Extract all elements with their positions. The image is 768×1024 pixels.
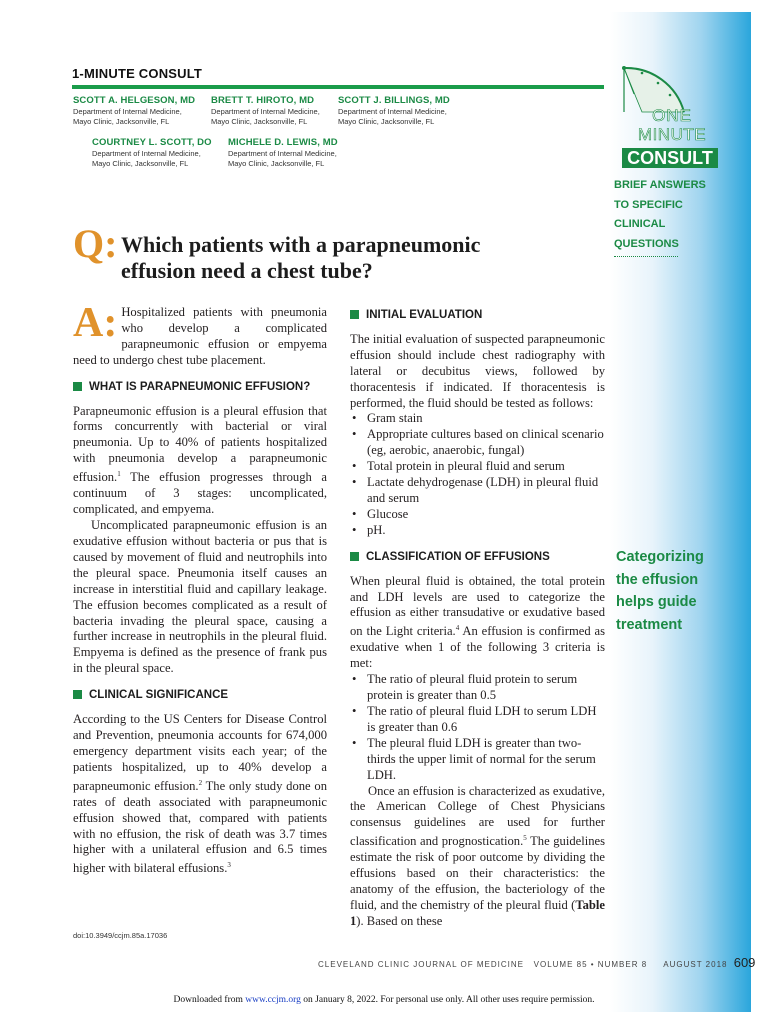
body-paragraph <box>73 404 327 519</box>
text-run: According to the US Centers for Disease Control and Prevention, pneumonia accounts for 674,000 emergency department visits each year; of the patients hospitalized, up to 40% develop a parapneumonic effusion. <box>73 712 327 793</box>
author-affiliation: Mayo Clinic, Jacksonville, FL <box>73 117 170 126</box>
list-item: • pH. <box>350 523 605 539</box>
volume-number: VOLUME 85 <box>533 960 588 969</box>
body-paragraph: The initial evaluation of suspected parapneumonic effusion should include chest radiography with lateral or decubitus views, followed by thoracentesis if indicated. If thoracentesis is performed, the fluid should be tested as follows: <box>350 331 605 410</box>
reference-superscript: 4 <box>455 624 460 633</box>
reference-superscript: 3 <box>227 861 231 870</box>
text-run: The only study done on rates of death associated with parapneumonic effusion showed that, compared with patients with no effusion, the risk of death was 3.7 times higher with a unilateral effusion and 6.5 times higher with bilateral effusions. <box>73 778 327 876</box>
reference-superscript: 2 <box>198 778 203 787</box>
text-run: An effusion is confirmed as exudative when 1 of the following 3 criteria is met: <box>350 624 606 671</box>
bullet-list <box>350 411 605 538</box>
author-affiliation: Department of Internal Medicine, <box>338 107 447 116</box>
author-affiliation: Mayo Clinic, Jacksonville, FL <box>92 159 189 168</box>
sidebar-brief-line: TO SPECIFIC <box>614 198 683 211</box>
sidebar-brief-line: QUESTIONS <box>614 237 679 250</box>
author-block <box>73 95 195 126</box>
issue-date: AUGUST 2018 <box>663 960 728 969</box>
question-title-line: effusion need a chest tube? <box>121 258 373 283</box>
list-item: • The pleural fluid LDH is greater than two-thirds the upper limit of normal for the serum LDH. <box>350 736 605 784</box>
doi-text: doi:10.3949/ccjm.85a.17036 <box>73 931 168 940</box>
page-number: 609 <box>733 955 756 970</box>
ccjm-link[interactable]: www.ccjm.org <box>245 995 301 1005</box>
section-heading <box>350 308 605 324</box>
author-block <box>338 95 450 126</box>
pull-quote-line: Categorizing <box>616 549 704 565</box>
author-block <box>211 95 320 126</box>
text-run: The guidelines estimate the risk of poor outcome by dividing the effusions based on their characteristics: the anatomy of the effusion, the bacteriology of the fluid, and the chemistry of the pleural fluid ( <box>350 834 605 913</box>
pull-quote-line: helps guide <box>616 594 697 610</box>
pull-quote-line: the effusion <box>616 571 699 588</box>
pull-quote <box>616 546 704 636</box>
author-affiliation: Department of Internal Medicine, <box>92 149 201 158</box>
page-footer: CLEVELAND CLINIC JOURNAL OF MEDICINE VOLUME 85 • NUMBER 8 AUGUST 2018 609 <box>318 955 756 970</box>
issue-number: NUMBER 8 <box>597 960 648 969</box>
list-item: • Lactate dehydrogenase (LDH) in pleural fluid and serum <box>350 475 605 507</box>
logo-word-minute: MINUTE <box>637 125 707 144</box>
section-heading <box>350 550 605 566</box>
text-run: The effusion progresses through a continuum of 3 stages: uncomplicated, complicated, and empyema. <box>73 470 327 517</box>
author-affiliation: Mayo Clinic, Jacksonville, FL <box>211 117 308 126</box>
author-affiliation: Mayo Clinic, Jacksonville, FL <box>338 117 435 126</box>
one-minute-consult-logo <box>612 64 718 168</box>
logo-word-consult: CONSULT <box>627 148 713 168</box>
answer-paragraph <box>73 300 327 369</box>
section-heading <box>73 380 327 396</box>
author-name: MICHELE D. LEWIS, MD <box>228 137 338 148</box>
green-square-icon <box>350 552 359 561</box>
author-affiliation: Department of Internal Medicine, <box>228 149 337 158</box>
text-run: When pleural fluid is obtained, the total protein and LDH levels are used to categorize the effusion as either transudative or exudative based on the Light criteria. <box>350 573 605 639</box>
question-title <box>121 232 581 284</box>
sidebar-brief-line: BRIEF ANSWERS <box>614 179 706 191</box>
middle-column <box>350 308 605 930</box>
bullet-list <box>350 672 605 783</box>
text-run: Downloaded from <box>173 995 246 1005</box>
author-affiliation: Department of Internal Medicine, <box>211 107 320 116</box>
author-affiliation: Mayo Clinic, Jacksonville, FL <box>228 159 325 168</box>
section-heading-text: CLASSIFICATION OF EFFUSIONS <box>366 550 550 563</box>
header-rule <box>72 85 604 89</box>
pull-quote-line: treatment <box>616 616 683 633</box>
series-title: 1-MINUTE CONSULT <box>72 66 203 81</box>
green-square-icon <box>73 382 82 391</box>
author-name: SCOTT J. BILLINGS, MD <box>338 95 450 106</box>
list-item: • Total protein in pleural fluid and serum <box>350 459 605 475</box>
answer-mark-label: A: <box>73 300 118 346</box>
list-item: • Glucose <box>350 507 605 523</box>
list-item: • The ratio of pleural fluid protein to serum protein is greater than 0.5 <box>350 672 605 704</box>
author-block <box>228 137 338 168</box>
section-heading-text: INITIAL EVALUATION <box>366 309 483 321</box>
green-square-icon <box>73 690 82 699</box>
dotted-divider <box>614 256 678 257</box>
sidebar-brief-answers <box>614 176 706 254</box>
answer-text: Hospitalized patients with pneumonia who develop a complicated parapneumonic effusion or empyema need to undergo chest tube placement. <box>73 305 327 367</box>
left-column <box>73 300 327 877</box>
body-paragraph: Uncomplicated parapneumonic effusion is an exudative effusion without bacteria or pus that is caused by movement of fluid and neutrophils into the pleural space. Pneumonia itself causes an increase in interstitial fluid and capillary leakage. The effusion becomes complicated as a result of bacteria invading the pleural space, causing a further increase in neutrophils in the pleural fluid. Empyema is defined as the presence of frank pus in the pleural space. <box>73 518 327 676</box>
author-affiliation: Department of Internal Medicine, <box>73 107 182 116</box>
text-run: Parapneumonic effusion is a pleural effusion that forms concurrently with bacterial or viral pneumonia. Up to 40% of patients hospitalized with pneumonia develop a parapneumonic effusion. <box>73 403 327 485</box>
body-paragraph <box>350 784 605 930</box>
list-item: • Appropriate cultures based on clinical scenario (eg, aerobic, anaerobic, fungal) <box>350 427 605 459</box>
author-name: BRETT T. HIROTO, MD <box>211 95 315 106</box>
body-paragraph <box>73 712 327 877</box>
list-item: • Gram stain <box>350 411 605 427</box>
author-name: COURTNEY L. SCOTT, DO <box>92 137 212 148</box>
journal-name: CLEVELAND CLINIC JOURNAL OF MEDICINE <box>318 960 524 969</box>
download-notice <box>0 995 768 1005</box>
reference-superscript: 1 <box>117 470 121 479</box>
reference-superscript: 5 <box>523 834 527 843</box>
text-run: Once an effusion is characterized as exudative, the American College of Chest Physicians consensus guidelines are used for further classification and prognostication. <box>350 783 605 849</box>
author-name: SCOTT A. HELGESON, MD <box>73 95 196 106</box>
logo-word-one: ONE <box>652 106 692 125</box>
question-mark-label: Q: <box>73 221 118 266</box>
section-heading-text: CLINICAL SIGNIFICANCE <box>89 689 229 702</box>
author-block <box>92 137 212 168</box>
text-run: ). Based on these <box>356 914 443 928</box>
body-paragraph <box>350 574 605 673</box>
table-reference: Table 1 <box>350 898 605 928</box>
text-run: on January 8, 2022. For personal use only. All other uses require permission. <box>300 995 595 1005</box>
sidebar-brief-line: CLINICAL <box>614 218 666 230</box>
green-square-icon <box>350 310 359 319</box>
question-title-line: Which patients with a parapneumonic <box>121 232 481 257</box>
list-item: • The ratio of pleural fluid LDH to serum LDH is greater than 0.6 <box>350 704 605 736</box>
section-heading-text: WHAT IS PARAPNEUMONIC EFFUSION? <box>89 380 311 393</box>
section-heading <box>73 688 327 704</box>
